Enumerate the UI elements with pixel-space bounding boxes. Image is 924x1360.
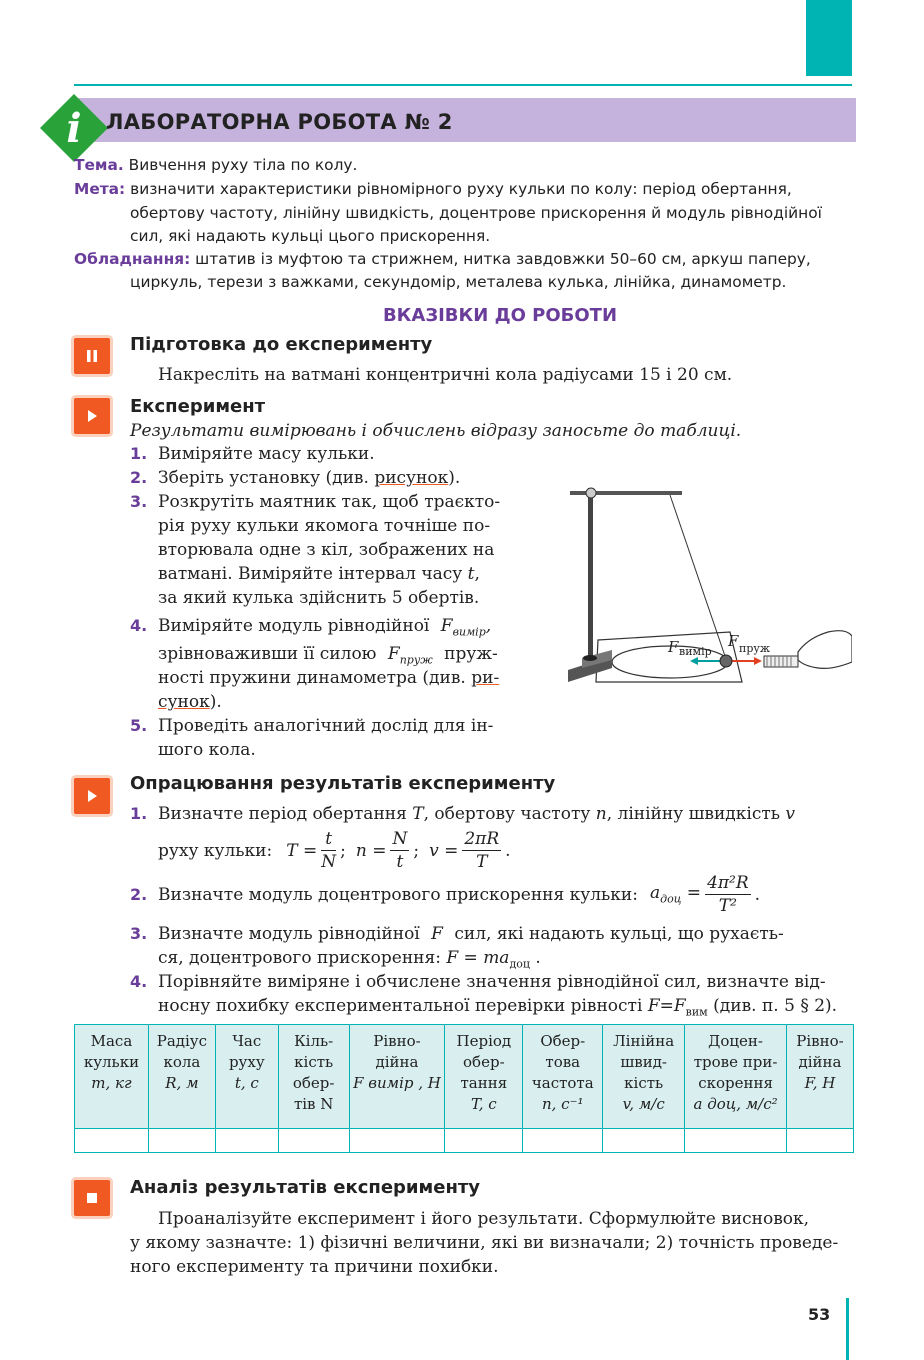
- sub-pruzh: пруж: [399, 653, 433, 667]
- exp-step-3: [130, 492, 500, 512]
- page-title: ЛАБОРАТОРНА РОБОТА № 2: [106, 110, 453, 134]
- text: ності пружини динамометра (див.: [158, 668, 472, 688]
- exp-step-5-line-2: шого кола.: [158, 740, 256, 760]
- h: a доц, м/с²: [693, 1095, 778, 1113]
- text: зрівноваживши її силою: [158, 644, 377, 664]
- fig-label-vymir: вимір: [679, 645, 712, 658]
- fraction-n: [390, 828, 409, 873]
- formula-n-lhs: n =: [355, 840, 387, 861]
- proc-step-1: [130, 804, 795, 824]
- play-icon: [74, 778, 110, 814]
- topic-text: Вивчення руху тіла по колу.: [128, 156, 358, 174]
- topic-label: Тема.: [74, 156, 124, 174]
- h: дійна: [375, 1053, 419, 1071]
- goal-label: Мета:: [74, 180, 126, 198]
- header-period: [445, 1025, 523, 1129]
- goal-line-1: визначити характеристики рівномірного руху кульки по колу: період обертання,: [130, 180, 792, 198]
- h: Рівно-: [796, 1032, 844, 1050]
- h: това: [545, 1053, 581, 1071]
- processing-heading: Опрацювання результатів експерименту: [130, 773, 556, 794]
- step-text: Зберіть установку (див.: [158, 468, 375, 488]
- proc-step-2: 2. Визначте модуль доцентрового прискорення кульки: $a_{доц}$ = $\frac{\text{4π²R}}{\text{T²}}$ .: [130, 873, 761, 916]
- header-force-measured: [349, 1025, 445, 1129]
- step-number: 1.: [130, 444, 148, 463]
- guide-heading: ВКАЗІВКИ ДО РОБОТИ: [382, 305, 618, 326]
- h: Маса: [90, 1032, 133, 1050]
- var-v: v: [785, 804, 796, 824]
- experiment-note: Результати вимірювань і обчислень відразу заносьте до таблиці.: [130, 421, 742, 441]
- denominator: N: [321, 852, 337, 872]
- h: Лінійна: [613, 1032, 675, 1050]
- header-radius: [148, 1025, 215, 1129]
- exp-step-4-line-4: [158, 692, 222, 712]
- h: t, с: [234, 1074, 259, 1092]
- fig-f-pruzh: F: [728, 632, 739, 650]
- exp-step-3-line-2: рія руху кульки якомога точніше по-: [158, 516, 491, 536]
- proc-step-4-line-2: [158, 996, 837, 1018]
- header-frequency: [523, 1025, 603, 1129]
- table-row: [75, 1129, 854, 1153]
- h: кола: [163, 1053, 201, 1071]
- step-number: 1.: [130, 804, 148, 823]
- page-bar: [846, 1298, 849, 1360]
- h: F вимір , Н: [353, 1074, 441, 1092]
- info-badge-icon: [38, 92, 110, 164]
- text: ся, доцентрового прискорення:: [158, 948, 441, 968]
- exp-step-1: [130, 444, 375, 464]
- figure-link[interactable]: рисунок: [374, 468, 449, 488]
- step-text: Проведіть аналогічний дослід для ін-: [158, 716, 494, 736]
- exp-step-3-line-3: вторювала одне з кіл, зображених на: [158, 540, 495, 560]
- h: Час: [232, 1032, 262, 1050]
- h: Доцен-: [708, 1032, 763, 1050]
- exp-step-3-line-4: [158, 564, 480, 584]
- goal-row: [74, 180, 792, 198]
- h: Кіль-: [294, 1032, 334, 1050]
- step-number: 3.: [130, 492, 148, 511]
- table-cell[interactable]: [523, 1129, 603, 1153]
- pause-icon: [74, 338, 110, 374]
- text: Визначте період обертання: [158, 804, 413, 824]
- denominator: T: [476, 852, 488, 872]
- h: m, кг: [91, 1074, 132, 1092]
- force-pruzh: $F_{пруж}$: [387, 644, 433, 667]
- formula-v-lhs: v =: [429, 840, 459, 861]
- exp-step-4: [130, 616, 491, 638]
- corner-tab: [806, 0, 852, 76]
- goal-line-2: обертову частоту, лінійну швидкість, доцентрове прискорення й модуль рівнодійної: [130, 204, 822, 222]
- h: тів N: [293, 1095, 334, 1113]
- table-cell[interactable]: [148, 1129, 215, 1153]
- denominator: T²: [718, 896, 737, 916]
- figure-link[interactable]: сунок: [158, 692, 210, 712]
- proc-step-3-line-2: ся, доцентрового прискорення: $F = ma_{доц}$ .: [158, 948, 541, 971]
- text: , лінійну швидкість: [606, 804, 786, 824]
- step-number: 2.: [130, 885, 148, 904]
- formula-T-lhs: T =: [286, 840, 318, 861]
- header-mass: [75, 1025, 149, 1129]
- h: тання: [460, 1074, 508, 1092]
- h: v, м/с: [622, 1095, 665, 1113]
- figure-link[interactable]: ри-: [471, 668, 500, 688]
- h: T, с: [470, 1095, 497, 1113]
- analysis-heading: Аналіз результатів експерименту: [130, 1177, 481, 1198]
- h: n, с⁻¹: [541, 1095, 584, 1113]
- fig-label-pruzh: пруж: [739, 642, 770, 655]
- formula-eq: F=F: [647, 996, 686, 1016]
- force-f: F: [431, 924, 443, 944]
- goal-line-3: сил, які надають кульці цього прискорення.: [130, 227, 491, 245]
- header-time: [215, 1025, 278, 1129]
- stop-icon: [74, 1180, 110, 1216]
- analysis-line-1: Проаналізуйте експеримент і його результати. Сформулюйте висновок,: [158, 1209, 810, 1229]
- h: Обер-: [540, 1032, 586, 1050]
- formula-f-ma: F = ma: [446, 948, 510, 968]
- step-text: Розкрутіть маятник так, щоб траєкто-: [158, 492, 501, 512]
- h: скорення: [698, 1074, 773, 1092]
- fraction-a: [705, 872, 751, 917]
- header-rule: [74, 84, 852, 86]
- text: руху кульки:: [158, 840, 273, 861]
- h: руху: [228, 1053, 265, 1071]
- formula-a-lhs: $a_{доц}$ =: [649, 883, 702, 906]
- header-count: [278, 1025, 349, 1129]
- h: F, Н: [804, 1074, 836, 1092]
- table-cell[interactable]: [349, 1129, 445, 1153]
- exp-step-3-line-5: за який кулька здійснить 5 обертів.: [158, 588, 480, 608]
- exp-step-4-line-2: [158, 644, 498, 666]
- play-icon: [74, 398, 110, 434]
- h: кість: [294, 1053, 334, 1071]
- h: Радіус: [156, 1032, 208, 1050]
- table-cell[interactable]: [278, 1129, 349, 1153]
- var-t: t: [467, 564, 475, 584]
- numerator: t: [321, 828, 336, 851]
- h: кульки: [83, 1053, 140, 1071]
- fraction-T: [321, 828, 336, 873]
- h: кість: [624, 1074, 664, 1092]
- equipment-label: Обладнання:: [74, 250, 191, 268]
- table-cell[interactable]: [787, 1129, 854, 1153]
- step-number: 3.: [130, 924, 148, 943]
- topic-row: [74, 156, 357, 174]
- exp-step-4-line-3: [158, 668, 499, 688]
- table-cell[interactable]: [75, 1129, 149, 1153]
- fraction-v: [462, 828, 501, 873]
- analysis-line-3: ного експерименту та причини похибки.: [130, 1257, 499, 1277]
- exp-step-5: [130, 716, 493, 736]
- proc-step-1-formulas: руху кульки: T = $\frac{t}{N}$ ; n = $\frac{N}{t}$ ; v = $\frac{2\pi R}{T}$ .: [158, 829, 511, 872]
- page-number: 53: [808, 1305, 831, 1324]
- text: , обертову частоту: [423, 804, 596, 824]
- h: швид-: [620, 1053, 668, 1071]
- text: ватмані. Виміряйте інтервал часу: [158, 564, 468, 584]
- sub-dots: доц: [509, 957, 530, 971]
- info-letter: i: [66, 105, 82, 152]
- text: сил, які надають кульці, що рухаєть-: [454, 924, 784, 944]
- h: дійна: [798, 1053, 842, 1071]
- sub-dots: доц: [660, 892, 682, 906]
- step-text: Виміряйте масу кульки.: [158, 444, 375, 464]
- results-table: [74, 1024, 854, 1153]
- h: R, м: [165, 1074, 199, 1092]
- text: пруж-: [444, 644, 498, 664]
- sub-vymir: вимір: [452, 625, 486, 639]
- experiment-heading: Експеримент: [130, 396, 266, 417]
- fig-f-vymir: F: [668, 638, 679, 656]
- prep-heading: Підготовка до експерименту: [130, 334, 433, 355]
- h: Період: [456, 1032, 512, 1050]
- h: частота: [531, 1074, 594, 1092]
- text: Визначте модуль рівнодійної: [158, 924, 420, 944]
- table-cell[interactable]: [215, 1129, 278, 1153]
- header-force: [787, 1025, 854, 1129]
- text: ).: [209, 692, 222, 712]
- pendulum-figure: [560, 470, 852, 690]
- step-number: 4.: [130, 616, 148, 635]
- h: трове при-: [693, 1053, 778, 1071]
- table-header-row: [75, 1025, 854, 1129]
- step-number: 4.: [130, 972, 148, 991]
- text: (див. п. 5 § 2).: [707, 996, 838, 1016]
- header-acceleration: [685, 1025, 787, 1129]
- prep-text: Накресліть на ватмані концентричні кола радіусами 15 і 20 см.: [158, 365, 733, 385]
- h: обер-: [463, 1053, 505, 1071]
- equipment-line-2: циркуль, терези з важками, секундомір, металева кулька, лінійка, динамометр.: [130, 273, 787, 291]
- proc-step-3: [130, 924, 784, 944]
- h: обер-: [292, 1074, 335, 1092]
- var-a: a: [649, 883, 661, 904]
- header-speed: [603, 1025, 685, 1129]
- table-cell[interactable]: [603, 1129, 685, 1153]
- equipment-row: [74, 250, 811, 268]
- analysis-line-2: у якому зазначте: 1) фізичні величини, які ви визначали; 2) точність проведе-: [130, 1233, 839, 1253]
- step-text: Виміряйте модуль рівнодійної: [158, 616, 430, 636]
- numerator: 2πR: [464, 829, 500, 849]
- denominator: t: [396, 852, 404, 872]
- step-text-end: ).: [448, 468, 461, 488]
- text: Визначте модуль доцентрового прискорення кульки:: [158, 884, 638, 905]
- equipment-line-1: штатив із муфтою та стрижнем, нитка завдовжки 50–60 см, аркуш паперу,: [195, 250, 811, 268]
- numerator: N: [392, 829, 408, 849]
- step-number: 5.: [130, 716, 148, 735]
- var-T: T: [412, 804, 424, 824]
- h: Рівно-: [373, 1032, 421, 1050]
- step-number: 2.: [130, 468, 148, 487]
- table-cell[interactable]: [445, 1129, 523, 1153]
- table-cell[interactable]: [685, 1129, 787, 1153]
- sub-vym: вим: [685, 1005, 708, 1019]
- numerator: 4π²R: [707, 873, 749, 893]
- text: ,: [474, 564, 480, 584]
- force-vymir: $F_{вимір}$,: [440, 616, 492, 639]
- text: носну похибку експериментальної перевірки рівності: [158, 996, 648, 1016]
- exp-step-2: [130, 468, 460, 488]
- var-n: n: [595, 804, 607, 824]
- proc-step-4: [130, 972, 826, 992]
- text: Порівняйте виміряне і обчислене значення рівнодійної сил, визначте від-: [158, 972, 826, 992]
